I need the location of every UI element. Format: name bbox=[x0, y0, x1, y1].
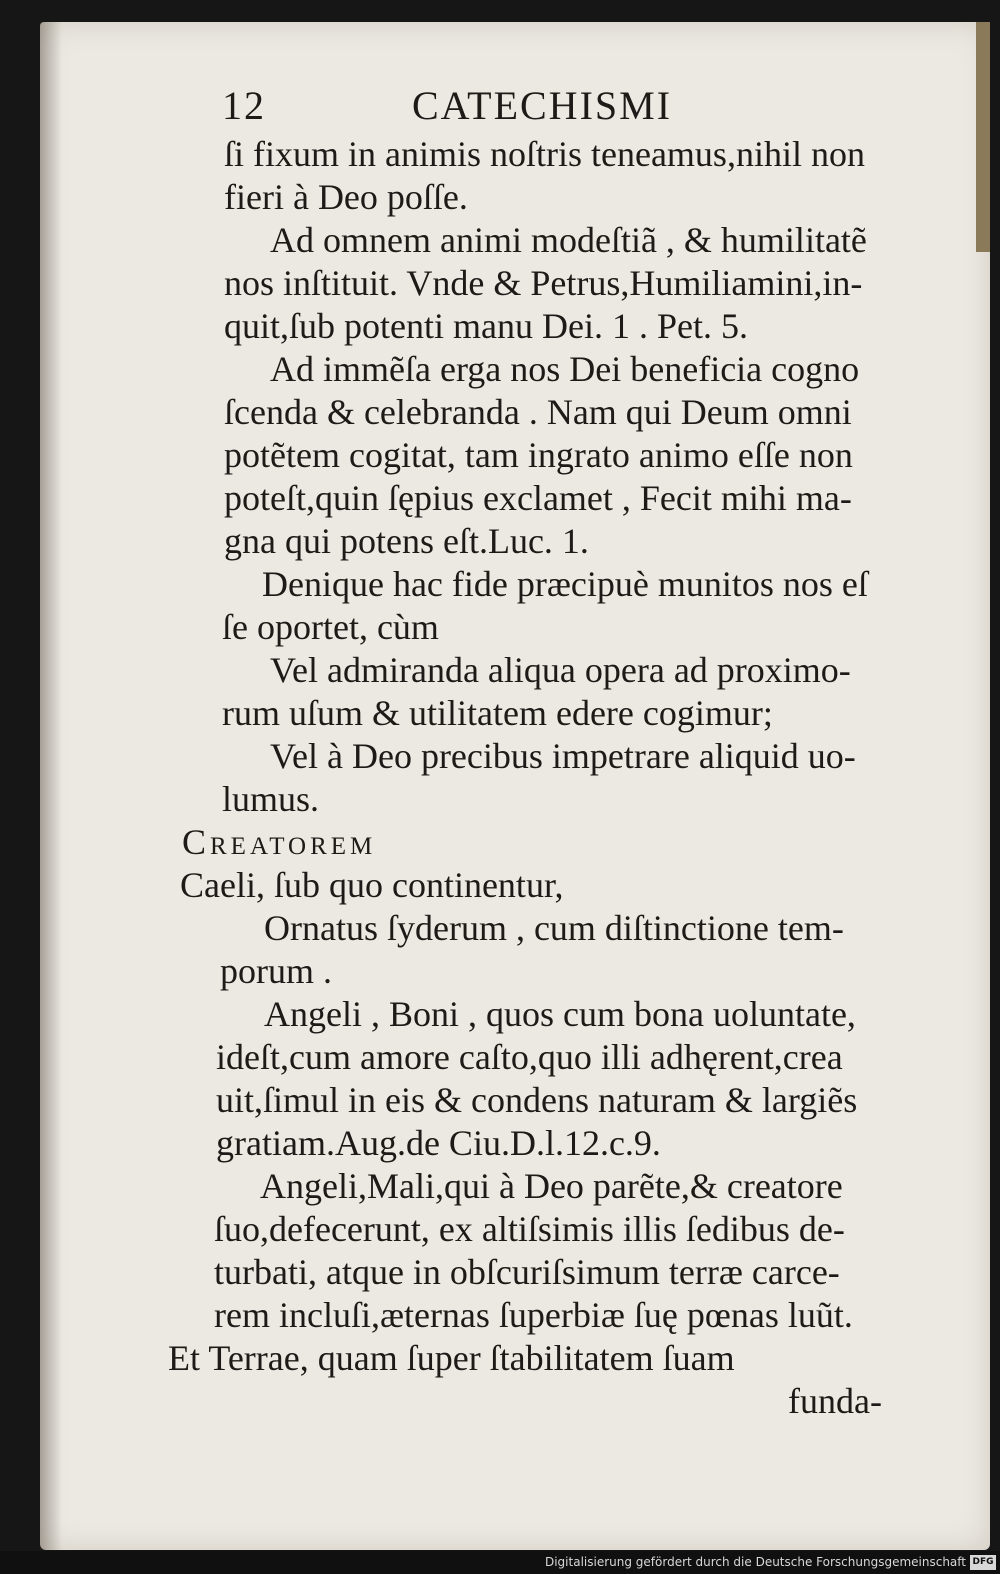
section-heading: Creatorem bbox=[182, 822, 377, 862]
text-line: gna qui potens eſt.Luc. 1. bbox=[224, 521, 589, 561]
text-line: rem incluſi,æternas ſuperbiæ ſuę pœnas luũt. bbox=[214, 1295, 853, 1335]
text-line: gratiam.Aug.de Ciu.D.l.12.c.9. bbox=[216, 1123, 661, 1163]
text-line: turbati, atque in obſcuriſsimum terræ carce- bbox=[214, 1252, 840, 1292]
text-line: Ornatus ſyderum , cum diſtinctione tem- bbox=[264, 908, 844, 948]
text-line: rum uſum & utilitatem edere cogimur; bbox=[222, 693, 773, 733]
text-line: Angeli,Mali,qui à Deo parẽte,& creatore bbox=[260, 1166, 843, 1206]
page-number: 12 bbox=[222, 83, 266, 128]
text-line: ſe oportet, cùm bbox=[222, 607, 439, 647]
text-line: Angeli , Boni , quos cum bona uoluntate, bbox=[264, 994, 856, 1034]
text-line: Ad omnem animi modeſtiã , & humilitatẽ bbox=[270, 220, 867, 260]
text-line: Et Terrae, quam ſuper ſtabilitatem ſuam bbox=[168, 1338, 735, 1378]
text-line: ſcenda & celebranda . Nam qui Deum omni bbox=[224, 392, 852, 432]
text-line: fieri à Deo poſſe. bbox=[224, 177, 468, 217]
page-edge-tab bbox=[976, 22, 990, 252]
text-line: Ad immẽſa erga nos Dei beneficia cogno bbox=[270, 349, 860, 389]
text-line: potẽtem cogitat, tam ingrato animo eſſe non bbox=[224, 435, 853, 475]
text-line: ideſt,cum amore caſto,quo illi adhęrent,crea bbox=[216, 1037, 843, 1077]
digitization-credit: Digitalisierung gefördert durch die Deutsche Forschungsgemeinschaft bbox=[0, 1551, 1000, 1574]
spine-shadow bbox=[40, 22, 62, 1550]
text-line: uit,ſimul in eis & condens naturam & largiẽs bbox=[216, 1080, 858, 1120]
catchword: funda- bbox=[788, 1381, 882, 1421]
text-line: Caeli, ſub quo continentur, bbox=[180, 865, 564, 905]
text-line: Vel admiranda aliqua opera ad proximo- bbox=[270, 650, 851, 690]
text-line: porum . bbox=[220, 951, 332, 991]
text-line: nos inſtituit. Vnde & Petrus,Humiliamini,in- bbox=[224, 263, 863, 303]
text-line: Vel à Deo precibus impetrare aliquid uo- bbox=[270, 736, 856, 776]
text-line: ſi fixum in animis noſtris teneamus,nihil non bbox=[224, 134, 865, 174]
text-line: Denique hac fide præcipuè munitos nos eſ bbox=[262, 564, 868, 604]
text-line: lumus. bbox=[222, 779, 320, 819]
text-line: ſuo,defecerunt, ex altiſsimis illis ſedibus de- bbox=[214, 1209, 845, 1249]
text-line: poteſt,quin ſępius exclamet , Fecit mihi ma- bbox=[224, 478, 852, 518]
text-line: quit,ſub potenti manu Dei. 1 . Pet. 5. bbox=[224, 306, 748, 346]
dfg-logo: DFG bbox=[970, 1555, 996, 1570]
running-title: CATECHISMI bbox=[412, 83, 673, 128]
